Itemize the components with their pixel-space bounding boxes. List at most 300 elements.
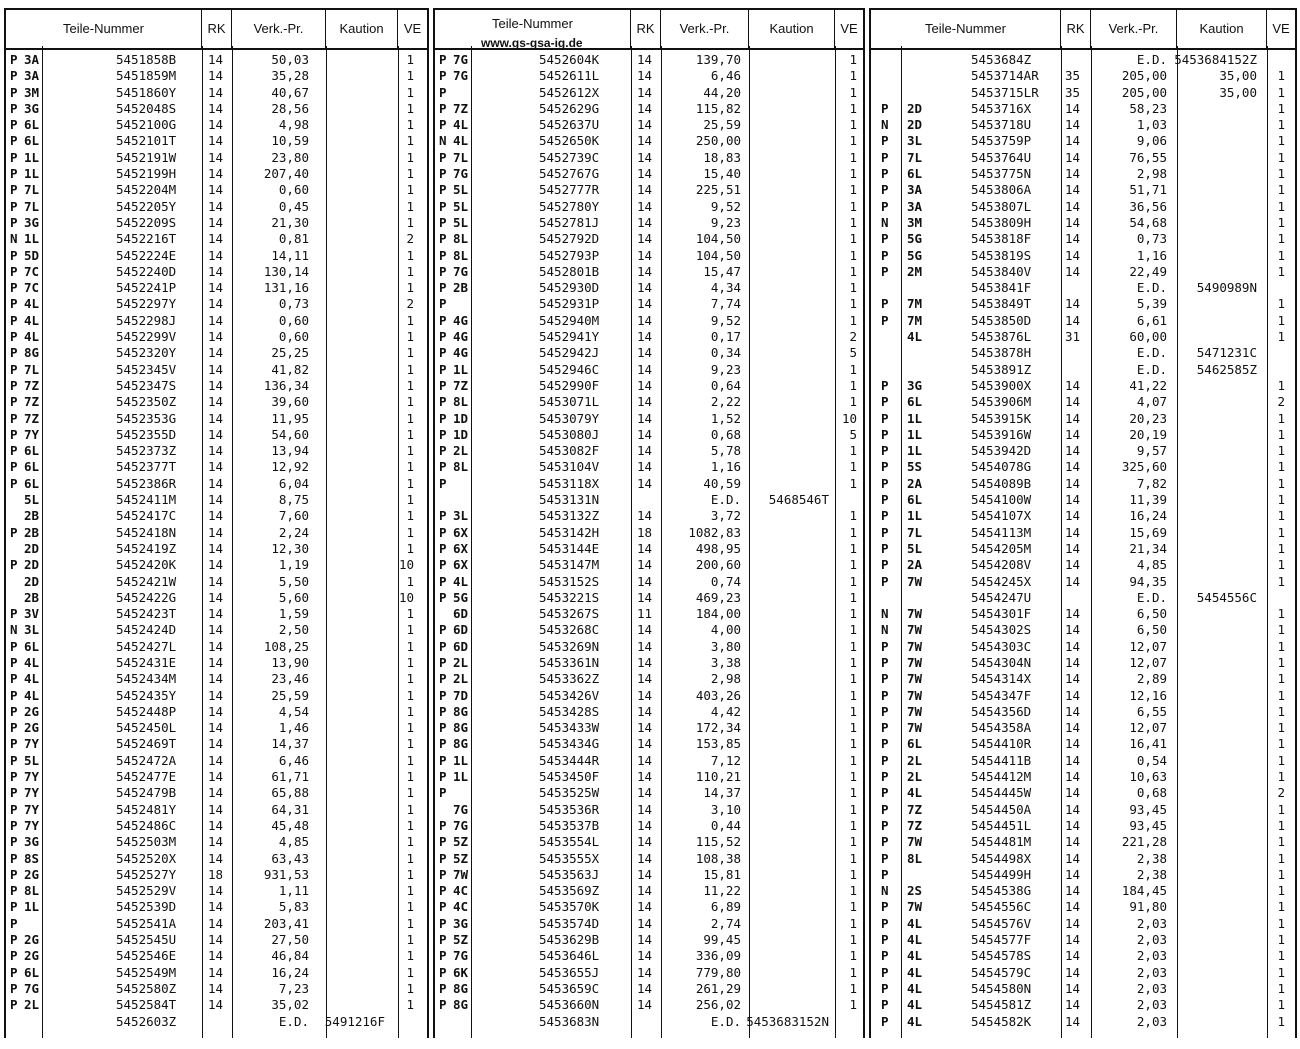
status-flag: P bbox=[10, 948, 18, 964]
rk-code: 14 bbox=[637, 997, 653, 1013]
group-code: 3V bbox=[24, 606, 40, 622]
rk-code: 14 bbox=[1065, 117, 1081, 133]
sale-price: 15,81 bbox=[703, 866, 741, 882]
sale-price: 76,55 bbox=[1129, 149, 1167, 165]
group-code: 2D bbox=[907, 117, 923, 133]
ve-qty: 1 bbox=[406, 84, 414, 100]
table-row bbox=[6, 313, 427, 329]
rk-code: 14 bbox=[1065, 312, 1081, 328]
table-row bbox=[871, 1014, 1295, 1030]
status-flag: P bbox=[439, 997, 447, 1013]
part-number: 5453569Z bbox=[539, 883, 600, 899]
rk-code: 14 bbox=[208, 345, 224, 361]
status-flag: P bbox=[881, 997, 889, 1013]
table-row bbox=[871, 68, 1295, 84]
part-number: 5453362Z bbox=[539, 671, 600, 687]
table-row bbox=[871, 557, 1295, 573]
rk-code: 14 bbox=[1065, 654, 1081, 670]
part-number: 5452421W bbox=[116, 573, 177, 589]
sale-price: 205,00 bbox=[1121, 68, 1167, 84]
status-flag: P bbox=[439, 589, 447, 605]
rk-code: 14 bbox=[637, 915, 653, 931]
ve-qty: 1 bbox=[406, 817, 414, 833]
part-number: 5454582K bbox=[971, 1013, 1032, 1029]
status-flag: P bbox=[10, 377, 18, 393]
status-flag: P bbox=[439, 866, 447, 882]
sale-price: 18,83 bbox=[703, 149, 741, 165]
part-number: 5453915K bbox=[971, 410, 1032, 426]
part-number: 5453221S bbox=[539, 589, 600, 605]
status-flag: P bbox=[10, 671, 18, 687]
part-number: 5454576V bbox=[971, 915, 1032, 931]
part-number: 5454481M bbox=[971, 834, 1032, 850]
sale-price: 25,59 bbox=[703, 117, 741, 133]
rk-code: 14 bbox=[637, 671, 653, 687]
status-flag: P bbox=[881, 638, 889, 654]
status-flag: P bbox=[439, 557, 447, 573]
group-code: 2L bbox=[453, 671, 469, 687]
rk-code: 14 bbox=[1065, 964, 1081, 980]
group-code: 7L bbox=[907, 524, 923, 540]
part-number: 5452434M bbox=[116, 671, 177, 687]
group-code: 2L bbox=[907, 769, 923, 785]
part-number: 5453079Y bbox=[539, 410, 600, 426]
ve-qty: 1 bbox=[1277, 817, 1285, 833]
sale-price: E.D. bbox=[1136, 345, 1167, 361]
table-row bbox=[435, 313, 863, 329]
sale-price: 36,56 bbox=[1129, 198, 1167, 214]
ve-qty: 1 bbox=[849, 703, 857, 719]
rk-code: 14 bbox=[637, 948, 653, 964]
status-flag: P bbox=[10, 394, 18, 410]
group-code: 5L bbox=[453, 182, 469, 198]
table-row bbox=[871, 101, 1295, 117]
group-code: 2L bbox=[907, 752, 923, 768]
sale-price: 4,07 bbox=[1136, 394, 1167, 410]
table-row bbox=[871, 916, 1295, 932]
group-code: 5L bbox=[453, 214, 469, 230]
rk-code: 14 bbox=[208, 671, 224, 687]
sale-price: 61,71 bbox=[271, 769, 309, 785]
part-number: 5452418N bbox=[116, 524, 177, 540]
group-code: 3L bbox=[453, 508, 469, 524]
group-code: 6D bbox=[453, 638, 469, 654]
part-number: 5452241P bbox=[116, 280, 177, 296]
part-number: 5454314X bbox=[971, 671, 1032, 687]
rk-code: 14 bbox=[637, 361, 653, 377]
table-row bbox=[871, 476, 1295, 492]
group-code: 2S bbox=[907, 883, 923, 899]
ve-qty: 1 bbox=[406, 850, 414, 866]
sale-price: 131,16 bbox=[263, 280, 309, 296]
sale-price: 16,24 bbox=[271, 964, 309, 980]
status-flag: P bbox=[439, 720, 447, 736]
table-row bbox=[6, 133, 427, 149]
part-number: 5453891Z bbox=[971, 361, 1032, 377]
deposit-header: Kaution bbox=[749, 10, 835, 48]
part-number: 5452373Z bbox=[116, 443, 177, 459]
group-code: 1L bbox=[453, 361, 469, 377]
table-row bbox=[435, 117, 863, 133]
ve-qty: 1 bbox=[1277, 100, 1285, 116]
table-row bbox=[435, 362, 863, 378]
group-code: 2L bbox=[453, 654, 469, 670]
part-number: 5453916W bbox=[971, 426, 1032, 442]
sale-price: 2,03 bbox=[1136, 997, 1167, 1013]
group-code: 7M bbox=[907, 312, 923, 328]
status-flag: P bbox=[881, 247, 889, 263]
group-code: 3A bbox=[24, 52, 40, 67]
group-code: 5L bbox=[907, 540, 923, 556]
rk-code: 14 bbox=[1065, 801, 1081, 817]
table-row bbox=[6, 639, 427, 655]
group-code: 5Z bbox=[453, 850, 469, 866]
table-row bbox=[435, 166, 863, 182]
part-number: 5453878H bbox=[971, 345, 1032, 361]
ve-qty: 1 bbox=[849, 834, 857, 850]
group-code: 4L bbox=[907, 785, 923, 801]
part-number: 5453714AR bbox=[971, 68, 1039, 84]
table-row bbox=[435, 769, 863, 785]
rk-code: 14 bbox=[1065, 198, 1081, 214]
status-flag: P bbox=[439, 671, 447, 687]
table-row bbox=[871, 329, 1295, 345]
sale-price: 93,45 bbox=[1129, 801, 1167, 817]
rows-panel-3 bbox=[871, 52, 1295, 1030]
sale-price: 0,64 bbox=[710, 377, 741, 393]
ve-qty: 1 bbox=[849, 980, 857, 996]
part-number: 5453655J bbox=[539, 964, 600, 980]
group-code: 4L bbox=[907, 932, 923, 948]
group-code: 4L bbox=[907, 997, 923, 1013]
ve-qty: 1 bbox=[406, 687, 414, 703]
group-code: 6L bbox=[24, 459, 40, 475]
group-code: 2B bbox=[24, 589, 40, 605]
ve-qty: 1 bbox=[849, 752, 857, 768]
sale-price: 13,90 bbox=[271, 654, 309, 670]
part-number: 5452386R bbox=[116, 475, 177, 491]
sale-price: 58,23 bbox=[1129, 100, 1167, 116]
status-flag: P bbox=[10, 606, 18, 622]
sale-price: 172,34 bbox=[695, 720, 741, 736]
sale-price: 6,46 bbox=[278, 752, 309, 768]
ve-qty: 1 bbox=[1277, 443, 1285, 459]
table-row bbox=[6, 834, 427, 850]
group-code: 7L bbox=[907, 149, 923, 165]
rk-code: 14 bbox=[208, 247, 224, 263]
status-flag: P bbox=[10, 100, 18, 116]
rk-code: 14 bbox=[208, 606, 224, 622]
part-number: 5452503M bbox=[116, 834, 177, 850]
rk-code: 14 bbox=[637, 785, 653, 801]
rk-code: 14 bbox=[208, 654, 224, 670]
group-code: 8S bbox=[24, 850, 40, 866]
rk-code: 14 bbox=[208, 948, 224, 964]
rk-code: 14 bbox=[1065, 573, 1081, 589]
ve-qty: 1 bbox=[1277, 801, 1285, 817]
table-row bbox=[6, 248, 427, 264]
table-row bbox=[871, 639, 1295, 655]
sale-price: 1,11 bbox=[278, 883, 309, 899]
group-code: 7Z bbox=[453, 377, 469, 393]
rk-code: 14 bbox=[1065, 443, 1081, 459]
part-number: 5453775N bbox=[971, 166, 1032, 182]
group-code: 7C bbox=[24, 263, 40, 279]
sale-price: 2,38 bbox=[1136, 850, 1167, 866]
status-flag: P bbox=[439, 785, 447, 801]
table-row bbox=[6, 720, 427, 736]
sale-price: 51,71 bbox=[1129, 182, 1167, 198]
ve-qty: 1 bbox=[849, 817, 857, 833]
part-number: 5453144E bbox=[539, 540, 600, 556]
ve-qty: 1 bbox=[849, 394, 857, 410]
ve-qty: 1 bbox=[1277, 997, 1285, 1013]
sale-price: 184,00 bbox=[695, 606, 741, 622]
table-row bbox=[871, 965, 1295, 981]
status-flag: P bbox=[439, 280, 447, 296]
status-flag: P bbox=[439, 231, 447, 247]
group-code: 6L bbox=[907, 736, 923, 752]
part-number: 5453819S bbox=[971, 247, 1032, 263]
ve-qty: 1 bbox=[849, 997, 857, 1013]
sale-price: 9,06 bbox=[1136, 133, 1167, 149]
group-code: 7Y bbox=[24, 736, 40, 752]
ve-qty: 1 bbox=[849, 475, 857, 491]
ve-qty: 1 bbox=[1277, 492, 1285, 508]
group-code: 7G bbox=[453, 801, 469, 817]
rk-code: 14 bbox=[637, 410, 653, 426]
table-row bbox=[871, 574, 1295, 590]
sale-price: 39,60 bbox=[271, 394, 309, 410]
status-flag: P bbox=[10, 736, 18, 752]
group-code: 5D bbox=[24, 247, 40, 263]
deposit: 5453683152N bbox=[746, 1013, 829, 1029]
rk-code: 14 bbox=[1065, 100, 1081, 116]
sale-price: 4,42 bbox=[710, 703, 741, 719]
rk-code: 14 bbox=[637, 68, 653, 84]
table-header-2 bbox=[435, 8, 863, 50]
group-code: 5L bbox=[24, 752, 40, 768]
rk-code: 14 bbox=[208, 198, 224, 214]
rk-code: 14 bbox=[637, 133, 653, 149]
sale-price: 2,03 bbox=[1136, 980, 1167, 996]
part-number: 5453450F bbox=[539, 769, 600, 785]
ve-qty: 1 bbox=[849, 769, 857, 785]
rk-code: 14 bbox=[637, 508, 653, 524]
ve-qty: 1 bbox=[406, 915, 414, 931]
table-row bbox=[435, 329, 863, 345]
sale-price: 54,60 bbox=[271, 426, 309, 442]
table-row bbox=[871, 622, 1295, 638]
sale-price: 0,45 bbox=[278, 198, 309, 214]
rk-code: 14 bbox=[1065, 166, 1081, 182]
ve-qty: 1 bbox=[1277, 638, 1285, 654]
table-row bbox=[6, 965, 427, 981]
ve-qty: 1 bbox=[849, 524, 857, 540]
group-code: 7G bbox=[453, 166, 469, 182]
rk-code: 14 bbox=[637, 377, 653, 393]
status-flag: P bbox=[10, 687, 18, 703]
sale-price: E.D. bbox=[1136, 52, 1167, 67]
part-number: 5453118X bbox=[539, 475, 600, 491]
ve-qty: 1 bbox=[849, 52, 857, 67]
ve-qty: 2 bbox=[849, 329, 857, 345]
status-flag: P bbox=[10, 214, 18, 230]
table-row bbox=[871, 948, 1295, 964]
rk-code: 14 bbox=[208, 52, 224, 67]
status-flag: P bbox=[439, 899, 447, 915]
table-row bbox=[871, 834, 1295, 850]
part-number: 5452739C bbox=[539, 149, 600, 165]
table-row bbox=[435, 557, 863, 573]
part-number: 5452930D bbox=[539, 280, 600, 296]
status-flag: P bbox=[439, 932, 447, 948]
status-flag: P bbox=[10, 52, 18, 67]
price-header: Verk.-Pr. bbox=[661, 10, 749, 48]
part-number: 5453807L bbox=[971, 198, 1032, 214]
table-row bbox=[871, 182, 1295, 198]
sale-price: 15,47 bbox=[703, 263, 741, 279]
sale-price: 2,03 bbox=[1136, 915, 1167, 931]
table-row bbox=[6, 688, 427, 704]
sale-price: 13,94 bbox=[271, 443, 309, 459]
table-row bbox=[6, 590, 427, 606]
rk-code: 14 bbox=[637, 899, 653, 915]
sale-price: 21,30 bbox=[271, 214, 309, 230]
sale-price: 5,78 bbox=[710, 443, 741, 459]
sale-price: 110,21 bbox=[695, 769, 741, 785]
status-flag: P bbox=[439, 263, 447, 279]
status-flag: P bbox=[881, 182, 889, 198]
ve-qty: 1 bbox=[849, 540, 857, 556]
sale-price: 9,23 bbox=[710, 361, 741, 377]
group-code: 6X bbox=[453, 540, 469, 556]
ve-qty: 1 bbox=[406, 443, 414, 459]
status-flag: P bbox=[10, 915, 18, 931]
table-row bbox=[6, 802, 427, 818]
rk-code: 14 bbox=[1065, 932, 1081, 948]
group-code: 7L bbox=[453, 149, 469, 165]
table-row bbox=[6, 264, 427, 280]
sale-price: 10,59 bbox=[271, 133, 309, 149]
rk-code: 14 bbox=[637, 52, 653, 67]
sale-price: 0,73 bbox=[278, 296, 309, 312]
status-flag: P bbox=[10, 166, 18, 182]
ve-qty: 1 bbox=[849, 915, 857, 931]
part-number: 5453147M bbox=[539, 557, 600, 573]
sale-price: 2,74 bbox=[710, 915, 741, 931]
group-code: 7G bbox=[24, 980, 40, 996]
ve-qty: 1 bbox=[849, 117, 857, 133]
ve-qty: 1 bbox=[849, 280, 857, 296]
sale-price: 41,22 bbox=[1129, 377, 1167, 393]
status-flag: P bbox=[439, 361, 447, 377]
group-code: 5L bbox=[24, 492, 40, 508]
status-flag: P bbox=[881, 671, 889, 687]
sale-price: 139,70 bbox=[695, 52, 741, 67]
table-row bbox=[6, 704, 427, 720]
table-row bbox=[871, 606, 1295, 622]
rk-code: 14 bbox=[208, 736, 224, 752]
status-flag: P bbox=[439, 329, 447, 345]
table-row bbox=[435, 199, 863, 215]
table-header-3 bbox=[871, 8, 1295, 50]
group-code: 6L bbox=[24, 133, 40, 149]
sale-price: 469,23 bbox=[695, 589, 741, 605]
rk-code: 14 bbox=[1065, 247, 1081, 263]
ve-qty: 1 bbox=[1277, 899, 1285, 915]
status-flag: P bbox=[881, 932, 889, 948]
status-flag: P bbox=[439, 459, 447, 475]
table-row bbox=[6, 150, 427, 166]
status-flag: P bbox=[881, 100, 889, 116]
rk-header: RK bbox=[631, 10, 661, 48]
table-row bbox=[6, 899, 427, 915]
sale-price: 40,67 bbox=[271, 84, 309, 100]
table-row bbox=[871, 52, 1295, 68]
group-code: 7W bbox=[907, 622, 923, 638]
rk-code: 14 bbox=[637, 638, 653, 654]
group-code: 6L bbox=[907, 394, 923, 410]
ve-qty: 1 bbox=[1277, 296, 1285, 312]
status-flag: P bbox=[10, 638, 18, 654]
status-flag: P bbox=[439, 638, 447, 654]
part-number: 5452527Y bbox=[116, 866, 177, 882]
ve-qty: 1 bbox=[1277, 247, 1285, 263]
sale-price: E.D. bbox=[710, 1013, 741, 1029]
rk-code: 14 bbox=[637, 557, 653, 573]
status-flag: P bbox=[881, 801, 889, 817]
group-code: 2D bbox=[24, 540, 40, 556]
status-flag: P bbox=[439, 736, 447, 752]
table-row bbox=[871, 231, 1295, 247]
ve-qty: 1 bbox=[1277, 117, 1285, 133]
part-number: 5452539D bbox=[116, 899, 177, 915]
rk-code: 14 bbox=[637, 622, 653, 638]
rk-code: 14 bbox=[637, 703, 653, 719]
table-row bbox=[6, 671, 427, 687]
table-row bbox=[435, 851, 863, 867]
ve-qty: 1 bbox=[1277, 720, 1285, 736]
ve-qty: 1 bbox=[406, 68, 414, 84]
ve-qty: 1 bbox=[1277, 573, 1285, 589]
part-number: 5452479B bbox=[116, 785, 177, 801]
table-row bbox=[871, 704, 1295, 720]
rk-code: 14 bbox=[208, 166, 224, 182]
ve-qty: 1 bbox=[849, 133, 857, 149]
group-code: 4L bbox=[24, 671, 40, 687]
table-row bbox=[435, 704, 863, 720]
sale-price: 16,41 bbox=[1129, 736, 1167, 752]
sale-price: 11,39 bbox=[1129, 492, 1167, 508]
status-flag: P bbox=[10, 361, 18, 377]
status-flag: P bbox=[439, 850, 447, 866]
ve-qty: 1 bbox=[1277, 703, 1285, 719]
part-number: 5452431E bbox=[116, 654, 177, 670]
part-number: 5454356D bbox=[971, 703, 1032, 719]
table-row bbox=[871, 802, 1295, 818]
table-row bbox=[6, 818, 427, 834]
sale-price: 12,07 bbox=[1129, 720, 1167, 736]
group-code: 6L bbox=[24, 117, 40, 133]
sale-price: 108,38 bbox=[695, 850, 741, 866]
rk-code: 14 bbox=[208, 149, 224, 165]
table-row bbox=[435, 965, 863, 981]
part-number: 5453850D bbox=[971, 312, 1032, 328]
rk-code: 14 bbox=[637, 475, 653, 491]
status-flag: P bbox=[881, 263, 889, 279]
ve-qty: 1 bbox=[1277, 459, 1285, 475]
